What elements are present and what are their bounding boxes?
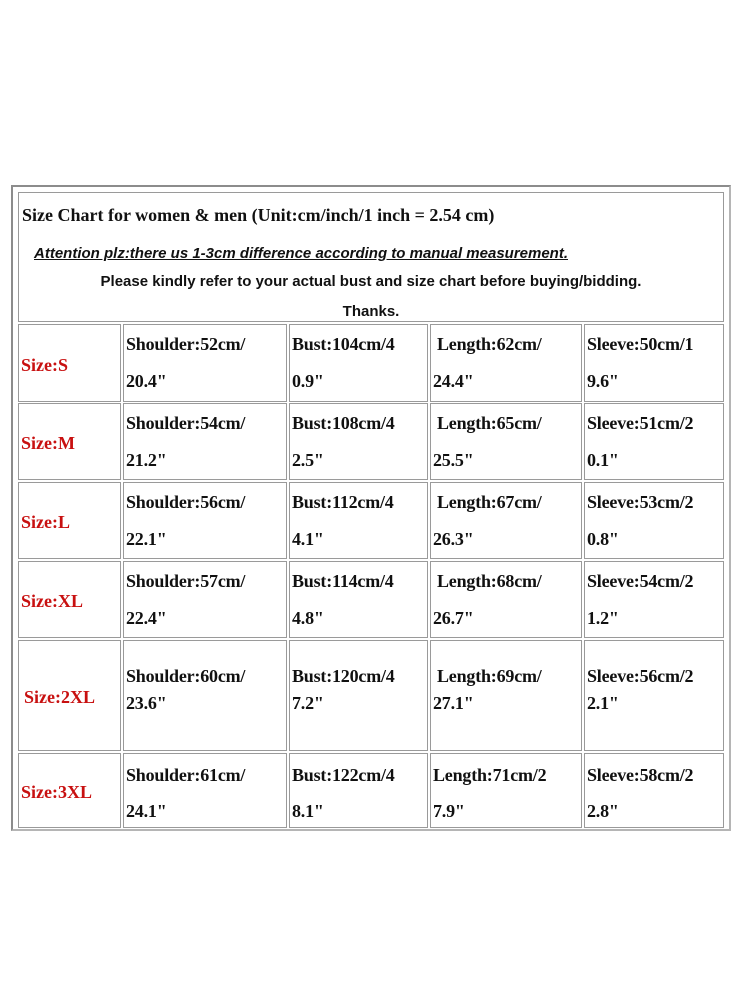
length-inch: 25.5" xyxy=(433,450,474,470)
shoulder-cell xyxy=(123,482,287,559)
size-label-xl: Size:XL xyxy=(18,561,121,638)
length-text: Length:65cm/ xyxy=(437,413,542,433)
bust-text: Bust:120cm/4 xyxy=(292,666,395,686)
bust-cell xyxy=(289,640,428,751)
length-inch: 26.7" xyxy=(433,608,474,628)
bust-text: Bust:108cm/4 xyxy=(292,413,395,433)
shoulder-cell xyxy=(123,640,287,751)
size-chart-table xyxy=(11,185,731,831)
length-inch: 7.9" xyxy=(433,801,465,821)
sleeve-inch: 2.8" xyxy=(587,801,619,821)
shoulder-cell xyxy=(123,753,287,828)
sleeve-cell xyxy=(584,561,724,638)
bust-text: Bust:122cm/4 xyxy=(292,765,395,785)
size-label-s: Size:S xyxy=(18,324,121,402)
size-label-l: Size:L xyxy=(18,482,121,559)
bust-inch: 2.5" xyxy=(292,450,324,470)
sleeve-cell xyxy=(584,324,724,402)
shoulder-cell xyxy=(123,324,287,402)
sleeve-inch: 1.2" xyxy=(587,608,619,628)
sleeve-text: Sleeve:58cm/2 xyxy=(587,765,694,785)
bust-inch: 4.1" xyxy=(292,529,324,549)
size-chart-header xyxy=(18,192,724,322)
length-text: Length:67cm/ xyxy=(437,492,542,512)
length-text: Length:69cm/ xyxy=(437,666,542,686)
bust-inch: 0.9" xyxy=(292,371,324,391)
length-text: Length:68cm/ xyxy=(437,571,542,591)
length-inch: 26.3" xyxy=(433,529,474,549)
shoulder-text: Shoulder:60cm/ xyxy=(126,666,246,686)
length-text: Length:62cm/ xyxy=(437,334,542,354)
bust-cell xyxy=(289,482,428,559)
length-cell xyxy=(430,403,582,480)
shoulder-inch: 23.6" xyxy=(126,693,167,713)
attention-note: Attention plz:there us 1-3cm difference according to manual measurement. xyxy=(34,245,569,262)
sleeve-text: Sleeve:53cm/2 xyxy=(587,492,694,512)
shoulder-text: Shoulder:56cm/ xyxy=(126,492,246,512)
shoulder-inch: 24.1" xyxy=(126,801,167,821)
shoulder-text: Shoulder:57cm/ xyxy=(126,571,246,591)
shoulder-inch: 20.4" xyxy=(126,371,167,391)
sleeve-cell xyxy=(584,403,724,480)
refer-note: Please kindly refer to your actual bust and size chart before buying/bidding. xyxy=(100,273,642,290)
sleeve-inch: 0.1" xyxy=(587,450,619,470)
shoulder-text: Shoulder:54cm/ xyxy=(126,413,246,433)
shoulder-cell xyxy=(123,403,287,480)
shoulder-inch: 22.4" xyxy=(126,608,167,628)
bust-text: Bust:114cm/4 xyxy=(292,571,394,591)
shoulder-inch: 22.1" xyxy=(126,529,167,549)
sleeve-cell xyxy=(584,640,724,751)
bust-cell xyxy=(289,753,428,828)
sleeve-inch: 9.6" xyxy=(587,371,619,391)
sleeve-inch: 0.8" xyxy=(587,529,619,549)
sleeve-inch: 2.1" xyxy=(587,693,619,713)
shoulder-text: Shoulder:52cm/ xyxy=(126,334,246,354)
bust-cell xyxy=(289,561,428,638)
sleeve-cell xyxy=(584,753,724,828)
sleeve-text: Sleeve:56cm/2 xyxy=(587,666,694,686)
shoulder-cell xyxy=(123,561,287,638)
shoulder-inch: 21.2" xyxy=(126,450,167,470)
sleeve-text: Sleeve:51cm/2 xyxy=(587,413,694,433)
chart-title: Size Chart for women & men (Unit:cm/inch/1 inch = 2.54 cm) xyxy=(22,205,495,225)
size-label-3xl: Size:3XL xyxy=(18,753,121,828)
length-cell xyxy=(430,561,582,638)
size-label-m: Size:M xyxy=(18,403,121,480)
bust-inch: 4.8" xyxy=(292,608,324,628)
bust-text: Bust:112cm/4 xyxy=(292,492,394,512)
length-cell xyxy=(430,324,582,402)
bust-inch: 8.1" xyxy=(292,801,324,821)
length-inch: 27.1" xyxy=(433,693,474,713)
sleeve-text: Sleeve:50cm/1 xyxy=(587,334,694,354)
length-cell xyxy=(430,753,582,828)
length-cell xyxy=(430,482,582,559)
bust-cell xyxy=(289,324,428,402)
length-inch: 24.4" xyxy=(433,371,474,391)
length-text: Length:71cm/2 xyxy=(433,765,547,785)
bust-text: Bust:104cm/4 xyxy=(292,334,395,354)
thanks-note: Thanks. xyxy=(342,303,400,320)
length-cell xyxy=(430,640,582,751)
sleeve-cell xyxy=(584,482,724,559)
sleeve-text: Sleeve:54cm/2 xyxy=(587,571,694,591)
size-label-2xl: Size:2XL xyxy=(18,640,121,751)
shoulder-text: Shoulder:61cm/ xyxy=(126,765,246,785)
bust-inch: 7.2" xyxy=(292,693,324,713)
bust-cell xyxy=(289,403,428,480)
